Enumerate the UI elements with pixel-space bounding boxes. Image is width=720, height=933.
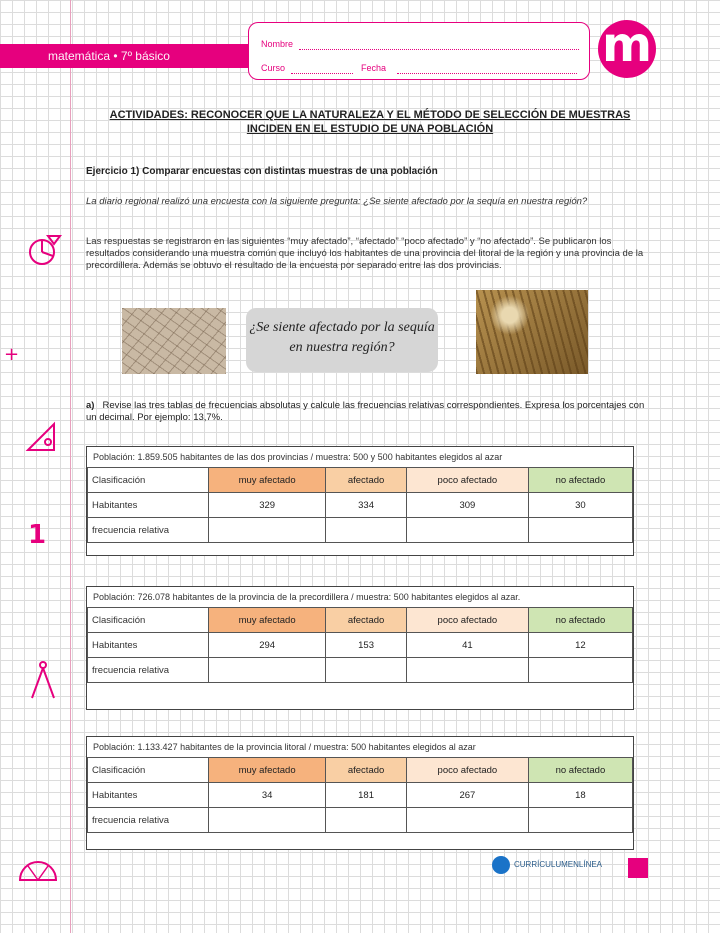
category-muy-afectado: muy afectado bbox=[209, 468, 326, 493]
categories-label: Clasificación bbox=[88, 468, 209, 493]
subject-label: matemática • 7º básico bbox=[48, 49, 170, 63]
protractor-icon bbox=[16, 850, 60, 894]
category-poco-afectado: poco afectado bbox=[406, 468, 528, 493]
frequency-table-2 bbox=[86, 586, 634, 710]
category-no-afectado: no afectado bbox=[528, 758, 632, 783]
matematica-logo: m bbox=[598, 20, 656, 78]
plus-icon: + bbox=[4, 344, 20, 365]
value-cell: 309 bbox=[406, 493, 528, 518]
answer-cell[interactable] bbox=[326, 808, 407, 833]
value-cell: 12 bbox=[528, 633, 632, 658]
answer-cell[interactable] bbox=[528, 808, 632, 833]
value-cell: 329 bbox=[209, 493, 326, 518]
frecuencia-label: frecuencia relativa bbox=[88, 658, 209, 683]
page-title: ACTIVIDADES: RECONOCER QUE LA NATURALEZA Y EL MÉTODO DE SELECCIÓN DE MUESTRAS INCIDEN EN EL ESTUDIO DE UNA POBLACIÓN bbox=[109, 109, 631, 135]
population-text: Población: 1.859.505 habitantes de las dos provincias / muestra: 500 y 500 habitantes elegidos al azar bbox=[93, 452, 503, 462]
population-text: Población: 726.078 habitantes de la provincia de la precordillera / muestra: 500 habitantes elegidos al azar. bbox=[93, 592, 521, 602]
curso-label: Curso bbox=[261, 63, 286, 73]
answer-cell[interactable] bbox=[528, 518, 632, 543]
intro-paragraph: La diario regional realizó una encuesta con la siguiente pregunta: ¿Se siente afectado por la sequía en nuestra región? bbox=[86, 196, 588, 207]
frequency-table-1 bbox=[86, 446, 634, 556]
frecuencia-label: frecuencia relativa bbox=[88, 808, 209, 833]
exercise-title: Ejercicio 1) Comparar encuestas con distintas muestras de una población bbox=[86, 166, 438, 177]
answer-cell[interactable] bbox=[528, 658, 632, 683]
answer-cell[interactable] bbox=[326, 518, 407, 543]
category-poco-afectado: poco afectado bbox=[406, 758, 528, 783]
dry-soil-image bbox=[122, 308, 226, 374]
category-no-afectado: no afectado bbox=[528, 468, 632, 493]
value-cell: 153 bbox=[326, 633, 407, 658]
category-muy-afectado: muy afectado bbox=[209, 758, 326, 783]
answer-cell[interactable] bbox=[406, 518, 528, 543]
fecha-field[interactable] bbox=[397, 73, 577, 74]
habitantes-label: Habitantes bbox=[88, 783, 209, 808]
value-cell: 41 bbox=[406, 633, 528, 658]
category-afectado: afectado bbox=[326, 468, 407, 493]
curriculum-logo-text: CURRÍCULUMENLÍNEA bbox=[514, 860, 603, 870]
answer-cell[interactable] bbox=[209, 658, 326, 683]
value-cell: 181 bbox=[326, 783, 407, 808]
answer-cell[interactable] bbox=[406, 658, 528, 683]
category-muy-afectado: muy afectado bbox=[209, 608, 326, 633]
category-afectado: afectado bbox=[326, 608, 407, 633]
habitantes-label: Habitantes bbox=[88, 633, 209, 658]
habitantes-label: Habitantes bbox=[88, 493, 209, 518]
categories-label: Clasificación bbox=[88, 608, 209, 633]
answer-cell[interactable] bbox=[406, 808, 528, 833]
number-one-icon: 1 bbox=[28, 520, 47, 550]
category-no-afectado: no afectado bbox=[528, 608, 632, 633]
value-cell: 18 bbox=[528, 783, 632, 808]
question-text: Revise las tres tablas de frecuencias absolutas y calcule las frecuencias relativas correspondientes. Expresa los porcentajes con un decimal. Por ejemplo: 13,7%. bbox=[86, 400, 645, 423]
answer-cell[interactable] bbox=[209, 808, 326, 833]
name-field[interactable] bbox=[299, 49, 579, 50]
value-cell: 34 bbox=[209, 783, 326, 808]
population-text: Población: 1.133.427 habitantes de la provincia litoral / muestra: 500 habitantes elegidos al azar bbox=[93, 742, 476, 752]
subject-header bbox=[0, 44, 248, 68]
curso-field[interactable] bbox=[291, 73, 353, 74]
categories-label: Clasificación bbox=[88, 758, 209, 783]
question-letter: a) bbox=[86, 400, 95, 411]
fecha-label: Fecha bbox=[361, 63, 387, 73]
pie-chart-icon bbox=[26, 232, 62, 272]
answer-cell[interactable] bbox=[326, 658, 407, 683]
context-paragraph: Las respuestas se registraron en las siguientes “muy afectado”, “afectado” “poco afectado” y “no afectado”. Se publicaron los resultados considerando una muestra común que incluyó los habitantes de una provincia del litoral de la región y una provincia de la precordillera. Además se obtuvo el resultado de la encuesta por separado entre las dos provincias. bbox=[86, 236, 644, 271]
answer-cell[interactable] bbox=[209, 518, 326, 543]
question-bubble: ¿Se siente afectado por la sequía en nuestra región? bbox=[246, 308, 438, 372]
curriculum-logo-icon bbox=[492, 856, 510, 874]
triangle-ruler-icon bbox=[24, 420, 58, 458]
footer-square bbox=[628, 858, 648, 878]
value-cell: 334 bbox=[326, 493, 407, 518]
value-cell: 294 bbox=[209, 633, 326, 658]
name-label: Nombre bbox=[261, 39, 294, 49]
notebook-margin-line bbox=[70, 0, 71, 933]
category-poco-afectado: poco afectado bbox=[406, 608, 528, 633]
frecuencia-label: frecuencia relativa bbox=[88, 518, 209, 543]
compass-icon bbox=[28, 660, 58, 704]
student-info-box bbox=[248, 22, 590, 80]
question-a bbox=[86, 400, 646, 424]
value-cell: 30 bbox=[528, 493, 632, 518]
category-afectado: afectado bbox=[326, 758, 407, 783]
frequency-table-3 bbox=[86, 736, 634, 850]
value-cell: 267 bbox=[406, 783, 528, 808]
dry-crop-image bbox=[476, 290, 588, 374]
curriculum-logo bbox=[492, 856, 602, 874]
